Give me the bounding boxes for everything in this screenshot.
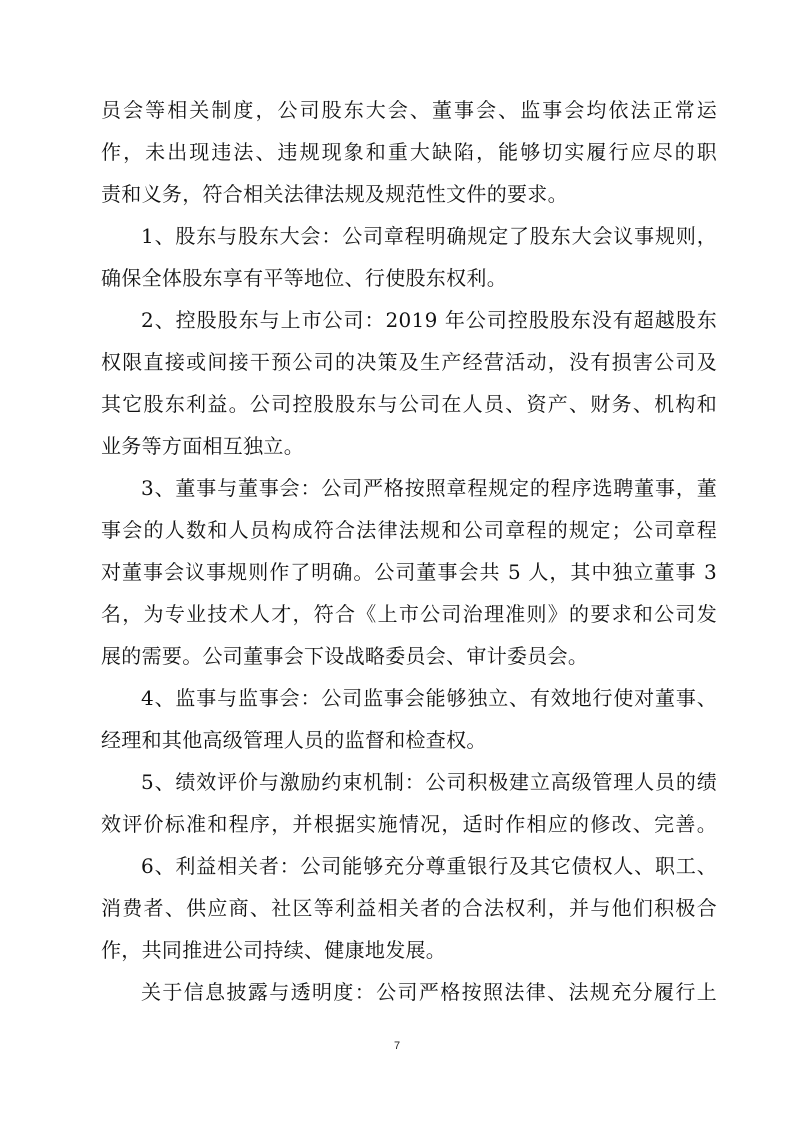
text-line: 名，为专业技术人才，符合《上市公司治理准则》的要求和公司发 <box>101 602 717 626</box>
page-number: 7 <box>393 1040 401 1052</box>
text-line: 权限直接或间接干预公司的决策及生产经营活动，没有损害公司及 <box>101 350 717 374</box>
text-line: 3、董事与董事会：公司严格按照章程规定的程序选聘董事，董 <box>141 476 717 500</box>
text-line: 经理和其他高级管理人员的监督和检查权。 <box>101 728 487 752</box>
text-line: 作，共同推进公司持续、健康地发展。 <box>101 938 447 962</box>
text-line: 事会的人数和人员构成符合法律法规和公司章程的规定；公司章程 <box>101 518 717 542</box>
text-line: 作，未出现违法、违规现象和重大缺陷，能够切实履行应尽的职 <box>101 140 717 164</box>
text-line: 对董事会议事规则作了明确。公司董事会共 5 人，其中独立董事 3 <box>101 560 717 584</box>
text-line: 责和义务，符合相关法律法规及规范性文件的要求。 <box>101 182 568 206</box>
text-line: 效评价标准和程序，并根据实施情况，适时作相应的修改、完善。 <box>101 812 717 836</box>
text-line: 2、控股股东与上市公司：2019 年公司控股股东没有超越股东 <box>141 308 717 332</box>
text-line: 业务等方面相互独立。 <box>101 434 304 458</box>
text-line: 消费者、供应商、社区等利益相关者的合法权利，并与他们积极合 <box>101 896 717 920</box>
text-line: 1、股东与股东大会：公司章程明确规定了股东大会议事规则， <box>141 224 717 248</box>
text-line: 4、监事与监事会：公司监事会能够独立、有效地行使对董事、 <box>141 686 717 710</box>
text-line: 关于信息披露与透明度：公司严格按照法律、法规充分履行上 <box>141 980 717 1004</box>
text-line: 员会等相关制度，公司股东大会、董事会、监事会均依法正常运 <box>101 98 717 122</box>
text-line: 5、绩效评价与激励约束机制：公司积极建立高级管理人员的绩 <box>141 770 717 794</box>
text-line: 其它股东利益。公司控股股东与公司在人员、资产、财务、机构和 <box>101 392 717 416</box>
text-line: 确保全体股东享有平等地位、行使股东权利。 <box>101 266 507 290</box>
text-line: 6、利益相关者：公司能够充分尊重银行及其它债权人、职工、 <box>141 854 717 878</box>
text-line: 展的需要。公司董事会下设战略委员会、审计委员会。 <box>101 644 589 668</box>
